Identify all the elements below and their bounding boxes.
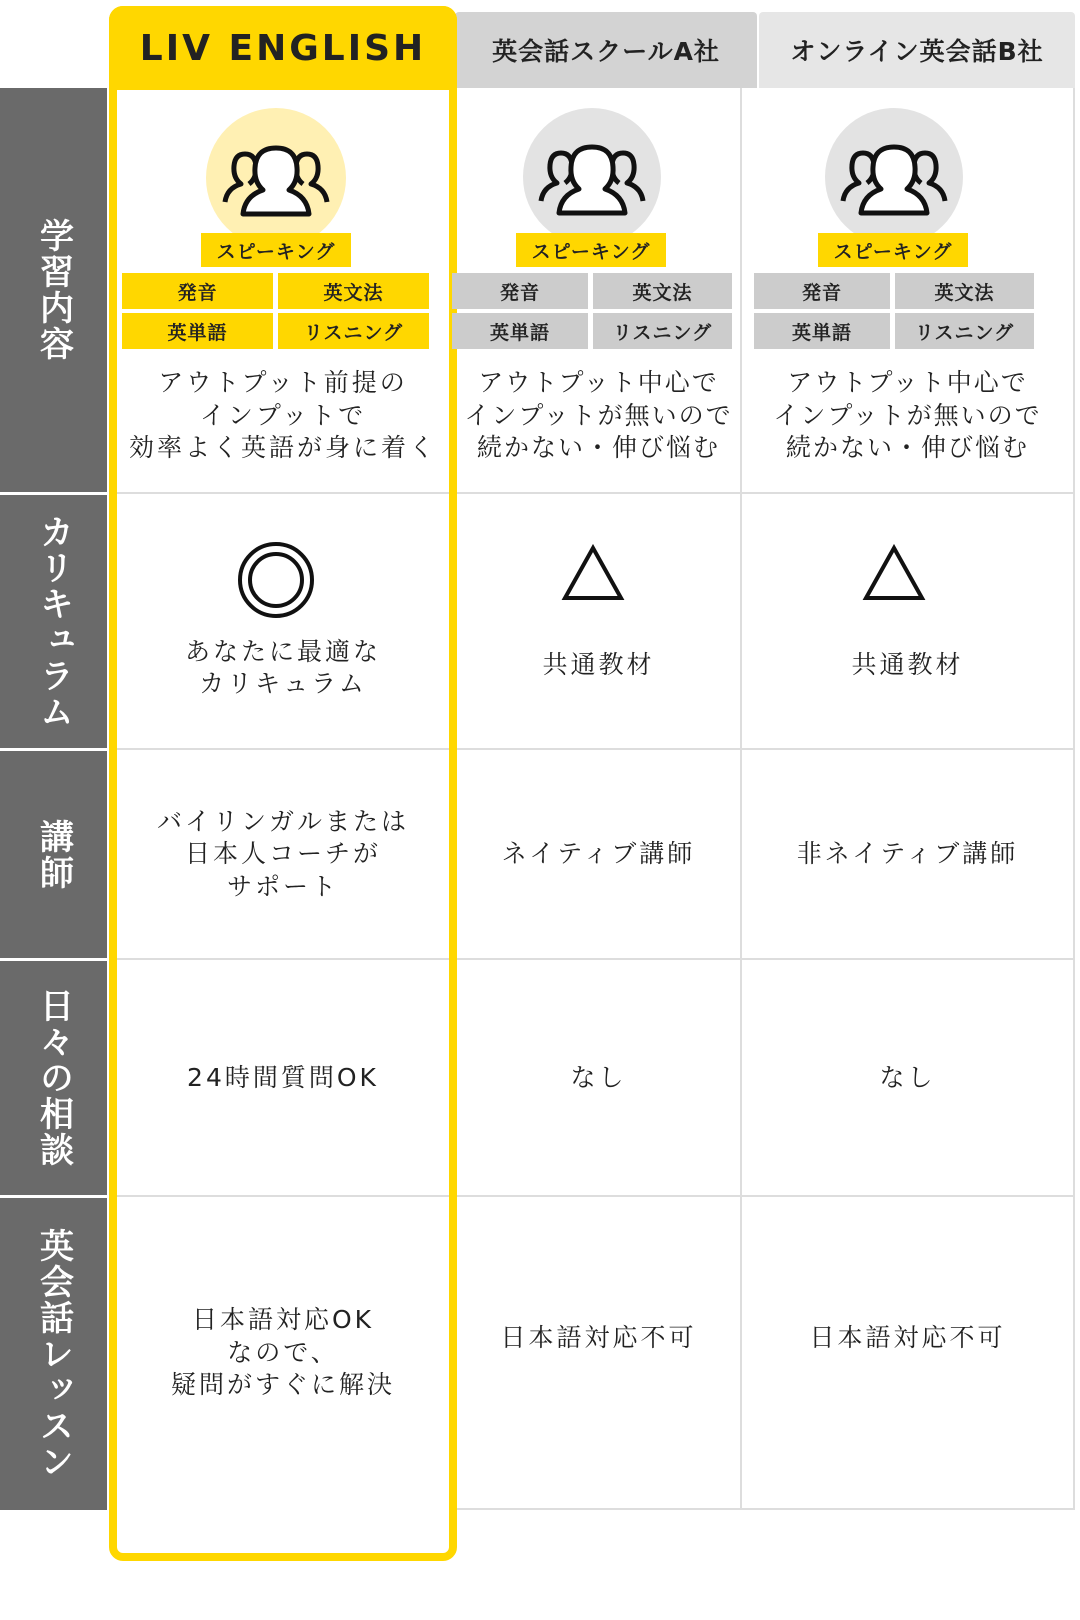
consult-school-a: なし <box>570 1062 627 1092</box>
column-header-school-a: 英会話スクールA社 <box>455 12 757 88</box>
row-label-consult <box>0 961 107 1195</box>
tag-pronunciation: 発音 <box>122 273 273 309</box>
tag-pronunciation: 発音 <box>754 273 890 309</box>
learning-desc-liv: アウトプット前提の インプットで 効率よく英語が身に着く <box>128 368 437 463</box>
tag-vocabulary: 英単語 <box>452 313 588 349</box>
row-label-text: 英会話レッスン <box>33 1228 74 1480</box>
lesson-liv: 日本語対応OK なので、 疑問がすぐに解決 <box>170 1305 395 1400</box>
row-separator <box>455 492 1075 494</box>
curriculum-school-a: 共通教材 <box>542 649 655 679</box>
row-label-text: 学習内容 <box>33 218 74 362</box>
row-separator <box>117 1195 449 1197</box>
tag-pronunciation: 発音 <box>452 273 588 309</box>
tag-speaking: スピーキング <box>818 233 968 267</box>
row-label-text: 講師 <box>33 818 74 891</box>
teacher-liv: バイリンガルまたは 日本人コーチが サポート <box>156 806 409 901</box>
row-label-teacher <box>0 751 107 958</box>
tag-listening: リスニング <box>895 313 1034 349</box>
tag-grammar: 英文法 <box>895 273 1034 309</box>
tag-listening: リスニング <box>278 313 429 349</box>
tag-vocabulary: 英単語 <box>754 313 890 349</box>
teacher-school-a: ネイティブ講師 <box>501 839 696 869</box>
tag-listening: リスニング <box>593 313 732 349</box>
triangle-icon <box>862 544 926 602</box>
double-circle-icon <box>236 540 316 620</box>
column-separator <box>1073 88 1075 1510</box>
tag-speaking: スピーキング <box>201 233 351 267</box>
learning-desc-school-a: アウトプット中心で インプットが無いので 続かない・伸び悩む <box>464 368 733 463</box>
lesson-online-b: 日本語対応不可 <box>809 1322 1006 1352</box>
teacher-online-b: 非ネイティブ講師 <box>796 839 1019 869</box>
row-label-curriculum <box>0 495 107 748</box>
column-header-liv: LIV ENGLISH <box>109 6 457 90</box>
curriculum-online-b: 共通教材 <box>851 649 964 679</box>
column-header-online-b: オンライン英会話B社 <box>759 12 1075 88</box>
tag-vocabulary: 英単語 <box>122 313 273 349</box>
row-label-lesson <box>0 1198 107 1510</box>
curriculum-liv: あなたに最適な カリキュラム <box>184 636 381 698</box>
tag-speaking: スピーキング <box>516 233 666 267</box>
people-group-icon <box>825 108 963 246</box>
triangle-icon <box>561 544 625 602</box>
people-group-icon <box>206 108 346 248</box>
row-label-learning <box>0 88 107 492</box>
lesson-school-a: 日本語対応不可 <box>500 1322 697 1352</box>
consult-liv: 24時間質問OK <box>187 1062 379 1092</box>
row-separator <box>117 958 449 960</box>
learning-desc-online-b: アウトプット中心で インプットが無いので 続かない・伸び悩む <box>773 368 1042 463</box>
row-separator <box>455 958 1075 960</box>
row-label-text: カリキュラム <box>33 513 74 730</box>
row-separator <box>455 1195 1075 1197</box>
consult-online-b: なし <box>879 1062 936 1092</box>
row-separator <box>117 492 449 494</box>
row-separator <box>455 1508 1075 1510</box>
people-group-icon <box>523 108 661 246</box>
row-separator <box>117 748 449 750</box>
row-label-text: 日々の相談 <box>33 988 74 1168</box>
tag-grammar: 英文法 <box>593 273 732 309</box>
row-separator <box>455 748 1075 750</box>
tag-grammar: 英文法 <box>278 273 429 309</box>
